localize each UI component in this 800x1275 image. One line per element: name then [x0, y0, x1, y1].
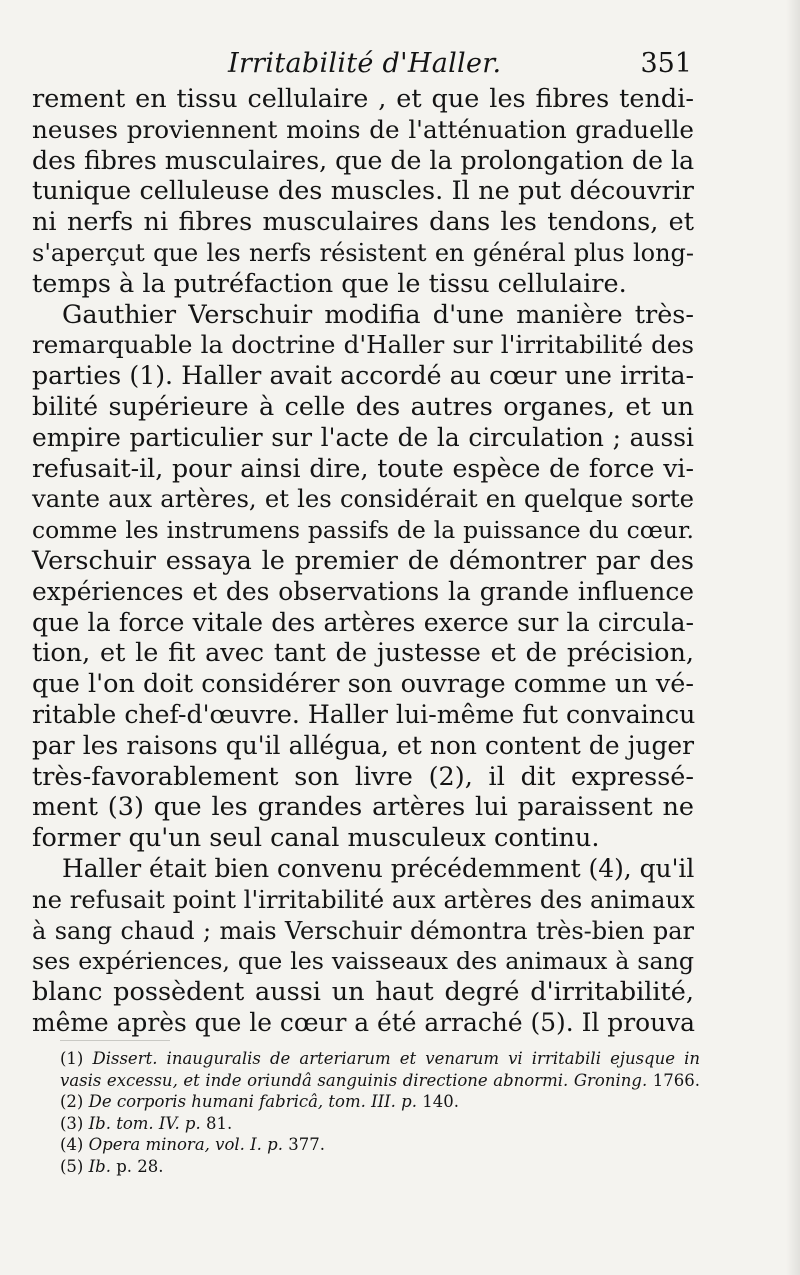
footnote-text: Dissert. inauguralis de arteriarum et venarum vi irritabili ejusque in [92, 1049, 701, 1068]
text-line: que l'on doit considérer son ouvrage comme un vé- [32, 669, 694, 700]
footnote-text: Ib. tom. IV. p. [88, 1113, 201, 1133]
text-line: s'aperçut que les nerfs résistent en général plus long- [32, 238, 694, 267]
running-head [32, 44, 692, 84]
text-line: remarquable la doctrine d'Haller sur l'irritabilité des [32, 330, 694, 360]
footnote-text: vasis excessu, et inde oriundâ sanguinis directione abnormi. [60, 1070, 569, 1090]
text-line: ment (3) que les grandes artères lui paraissent ne [32, 792, 694, 823]
footnote-marker: (5) [60, 1156, 84, 1176]
text-line: rement en tissu cellulaire , et que les fibres tendi- [32, 84, 694, 114]
text-line: neuses proviennent moins de l'atténuation graduelle [32, 114, 694, 144]
text-line: des fibres musculaires, que de la prolongation de la [32, 145, 695, 175]
footnotes [60, 1048, 700, 1178]
footnote-text: De corporis humani fabricâ, tom. III. p. [88, 1092, 417, 1112]
footnote-1 [60, 1048, 700, 1070]
text-line: bilité supérieure à celle des autres organes, et un [32, 391, 694, 422]
text-line: par les raisons qu'il allégua, et non content de juger [32, 730, 694, 760]
footnote-marker: (3) [60, 1113, 84, 1133]
text-line: tunique celluleuse des muscles. Il ne put découvrir [32, 176, 694, 207]
footnote-page-ref: 81. [206, 1113, 233, 1133]
paragraph-start-line: Gauthier Verschuir modifia d'une manière très- [62, 299, 694, 330]
footnote-page-ref: 140. [422, 1092, 459, 1112]
footnote-text: Opera minora, vol. I. p. [88, 1135, 283, 1155]
text-line: Verschuir essaya le premier de démontrer par des [32, 545, 694, 576]
text-line: que la force vitale des artères exerce sur la circula- [32, 607, 694, 637]
text-line: tion, et le fit avec tant de justesse et de précision, [32, 638, 694, 669]
text-line: vante aux artères, et les considérait en quelque sorte [32, 484, 694, 514]
text-line: ses expériences, que les vaisseaux des animaux à sang [32, 947, 694, 976]
footnote-4 [60, 1134, 700, 1156]
page-edge-shadow [786, 0, 800, 1275]
footnote-3 [60, 1113, 700, 1135]
body-text [32, 84, 694, 1039]
footnote-2 [60, 1091, 700, 1113]
footnote-1-continued [60, 1070, 700, 1092]
footnote-marker: (4) [60, 1135, 84, 1155]
text-line: parties (1). Haller avait accordé au cœur une irrita- [32, 361, 694, 391]
footnote-place: Groning. [573, 1070, 648, 1090]
footnote-marker: (2) [60, 1092, 84, 1112]
text-line: blanc possèdent aussi un haut degré d'irritabilité, [32, 977, 694, 1008]
footnote-page-ref: 377. [288, 1135, 325, 1155]
text-line: empire particulier sur l'acte de la circulation ; aussi [32, 422, 694, 452]
text-line: ne refusait point l'irritabilité aux artères des animaux [32, 884, 695, 914]
paragraph-start-line: Haller était bien convenu précédemment (4), qu'il [62, 853, 695, 883]
footnote-text: Ib. [88, 1156, 111, 1176]
footnote-year: 1766. [652, 1070, 700, 1090]
text-line: expériences et des observations la grande influence [32, 576, 694, 606]
paragraph-end-line: temps à la putréfaction que le tissu cellulaire. [32, 268, 627, 299]
text-line: même après que le cœur a été arraché (5). Il prouva [32, 1007, 696, 1037]
footnote-rule [60, 1040, 170, 1041]
text-line: ritable chef-d'œuvre. Haller lui-même fut convaincu [32, 699, 696, 729]
text-line: très-favorablement son livre (2), il dit expressé- [32, 761, 694, 792]
footnote-marker: (1) [60, 1049, 84, 1068]
text-line: refusait-il, pour ainsi dire, toute espèce de force vi- [32, 453, 694, 483]
text-line: ni nerfs ni fibres musculaires dans les tendons, et [32, 207, 694, 238]
footnote-page-ref: p. 28. [116, 1156, 164, 1176]
text-line: comme les instrumens passifs de la puissance du cœur. [32, 516, 694, 545]
page-number: 351 [640, 48, 692, 79]
text-line: à sang chaud ; mais Verschuir démontra très-bien par [32, 916, 694, 945]
footnote-5 [60, 1156, 700, 1178]
paragraph-end-line: former qu'un seul canal musculeux continu. [32, 823, 600, 854]
running-title: Irritabilité d'Haller. [228, 48, 502, 79]
